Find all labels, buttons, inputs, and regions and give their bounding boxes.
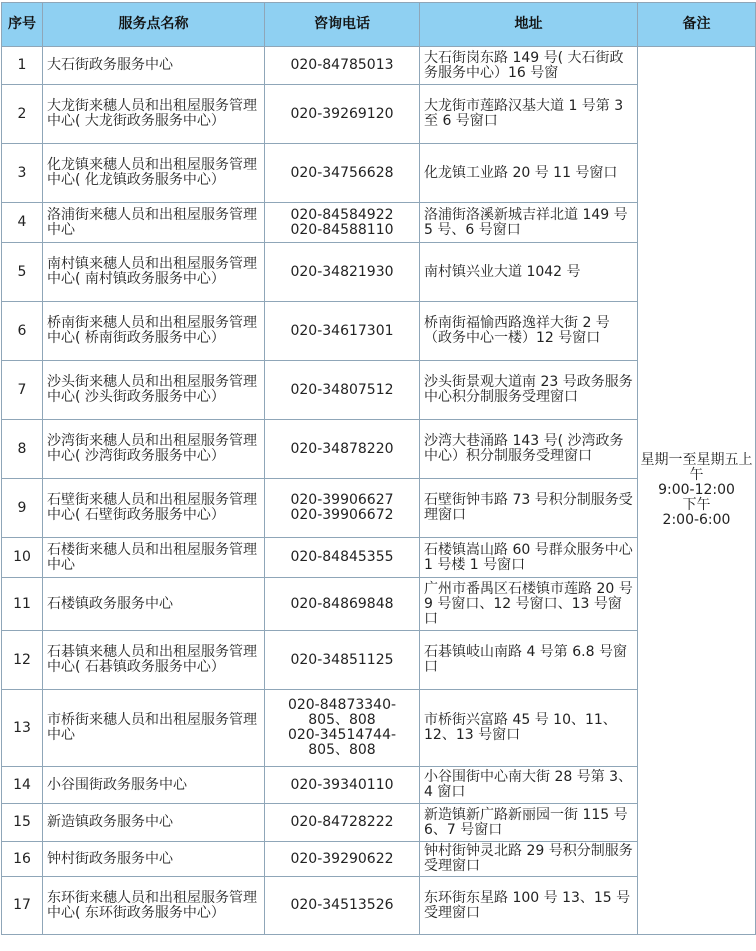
row-index: 12 [2, 631, 43, 690]
service-point-name: 沙头街来穗人员和出租屋服务管理中心( 沙头街政务服务中心） [43, 361, 265, 420]
service-point-name: 石楼街来穗人员和出租屋服务管理中心 [43, 538, 265, 578]
phone-number: 020-34807512 [290, 381, 394, 398]
remark-line: 下午 [682, 497, 711, 513]
header-remark: 备注 [638, 3, 756, 47]
phone-cell [265, 302, 420, 361]
table-row [2, 47, 756, 85]
phone-number: 020-39269120 [290, 105, 394, 122]
address: 桥南街福愉西路逸祥大街 2 号（政务中心一楼）12 号窗口 [420, 302, 638, 361]
phone-number: 020-84845355 [290, 549, 394, 565]
service-point-name: 沙湾街来穗人员和出租屋服务管理中心( 沙湾街政务服务中心） [43, 420, 265, 479]
service-point-name: 南村镇来穗人员和出租屋服务管理中心( 南村镇政务服务中心） [43, 243, 265, 302]
header-name: 服务点名称 [43, 3, 265, 47]
phone-number: 020-84869848 [290, 595, 394, 612]
phone-number: 020-34617301 [290, 322, 394, 339]
remark-line: 星期一至星期五上午 [640, 452, 753, 483]
row-index: 16 [2, 842, 43, 877]
row-index: 14 [2, 767, 43, 804]
phone-cell [265, 243, 420, 302]
phone-cell [265, 47, 420, 85]
phone-cell [265, 203, 420, 243]
service-point-name: 化龙镇来穗人员和出租屋服务管理中心( 化龙镇政务服务中心） [43, 144, 265, 203]
phone-cell [265, 767, 420, 804]
header-phone: 咨询电话 [265, 3, 420, 47]
row-index: 17 [2, 877, 43, 935]
phone-cell [265, 842, 420, 877]
service-point-name: 东环街来穗人员和出租屋服务管理中心( 东环街政务服务中心） [43, 877, 265, 935]
address: 新造镇新广路新丽园一街 115 号 6、7 号窗口 [420, 804, 638, 842]
header-row [2, 3, 756, 47]
service-point-name: 钟村街政务服务中心 [43, 842, 265, 877]
remark-cell [638, 47, 756, 935]
row-index: 6 [2, 302, 43, 361]
phone-number: 020-84873340- [287, 697, 397, 713]
phone-number: 020-84584922 [290, 206, 394, 223]
phone-cell [265, 479, 420, 538]
header-address: 地址 [420, 3, 638, 47]
address: 市桥街兴富路 45 号 10、11、12、13 号窗口 [420, 690, 638, 767]
phone-number: 020-84728222 [290, 814, 394, 830]
row-index: 4 [2, 203, 43, 243]
row-index: 13 [2, 690, 43, 767]
service-point-name: 大龙街来穗人员和出租屋服务管理中心( 大龙街政务服务中心） [43, 85, 265, 144]
phone-cell [265, 144, 420, 203]
phone-number: 020-39906627 [290, 492, 394, 508]
phone-cell [265, 804, 420, 842]
service-point-name: 石壁街来穗人员和出租屋服务管理中心( 石壁街政务服务中心） [43, 479, 265, 538]
phone-cell [265, 578, 420, 631]
address: 洛浦街洛溪新城吉祥北道 149 号 5 号、6 号窗口 [420, 203, 638, 243]
phone-cell [265, 877, 420, 935]
address: 广州市番禺区石楼镇市莲路 20 号 9 号窗口、12 号窗口、13 号窗口 [420, 578, 638, 631]
address: 小谷围街中心南大街 28 号第 3、4 窗口 [420, 767, 638, 804]
address: 石楼镇嵩山路 60 号群众服务中心 1 号楼 1 号窗口 [420, 538, 638, 578]
phone-number: 020-39340110 [290, 776, 394, 793]
phone-cell [265, 85, 420, 144]
row-index: 5 [2, 243, 43, 302]
address: 沙头街景观大道南 23 号政务服务中心积分制服务受理窗口 [420, 361, 638, 420]
phone-cell [265, 631, 420, 690]
row-index: 1 [2, 47, 43, 85]
row-index: 9 [2, 479, 43, 538]
service-point-name: 新造镇政务服务中心 [43, 804, 265, 842]
address: 大龙街市莲路汉基大道 1 号第 3 至 6 号窗口 [420, 85, 638, 144]
address: 石壁街钟韦路 73 号积分制服务受理窗口 [420, 479, 638, 538]
remark-line: 9:00-12:00 [658, 482, 735, 498]
row-index: 3 [2, 144, 43, 203]
address: 化龙镇工业路 20 号 11 号窗口 [420, 144, 638, 203]
phone-number: 020-34513526 [290, 897, 394, 913]
phone-cell [265, 361, 420, 420]
phone-number: 020-84785013 [290, 57, 394, 73]
phone-cell [265, 538, 420, 578]
phone-number: 805、808 [308, 712, 376, 728]
row-index: 8 [2, 420, 43, 479]
address: 南村镇兴业大道 1042 号 [420, 243, 638, 302]
address: 钟村街钟灵北路 29 号积分制服务受理窗口 [420, 842, 638, 877]
remark-line: 2:00-6:00 [662, 512, 731, 528]
service-point-name: 小谷围街政务服务中心 [43, 767, 265, 804]
row-index: 15 [2, 804, 43, 842]
row-index: 2 [2, 85, 43, 144]
phone-number: 805、808 [308, 742, 376, 758]
table-body [2, 47, 756, 935]
phone-number: 020-34756628 [290, 164, 394, 181]
phone-number: 020-84588110 [290, 221, 394, 238]
phone-cell [265, 690, 420, 767]
address: 石碁镇岐山南路 4 号第 6.8 号窗口 [420, 631, 638, 690]
row-index: 10 [2, 538, 43, 578]
address: 东环街东星路 100 号 13、15 号受理窗口 [420, 877, 638, 935]
service-point-name: 大石街政务服务中心 [43, 47, 265, 85]
phone-number: 020-39906672 [290, 507, 394, 523]
address: 大石街岗东路 149 号( 大石街政务服务中心）16 号窗 [420, 47, 638, 85]
header-index: 序号 [2, 3, 43, 47]
row-index: 11 [2, 578, 43, 631]
phone-cell [265, 420, 420, 479]
address: 沙湾大巷涌路 143 号( 沙湾政务中心）积分制服务受理窗口 [420, 420, 638, 479]
service-point-name: 桥南街来穗人员和出租屋服务管理中心( 桥南街政务服务中心） [43, 302, 265, 361]
phone-number: 020-34514744- [287, 727, 397, 743]
phone-number: 020-34851125 [290, 651, 394, 668]
row-index: 7 [2, 361, 43, 420]
service-point-name: 洛浦街来穗人员和出租屋服务管理中心 [43, 203, 265, 243]
service-point-name: 市桥街来穗人员和出租屋服务管理中心 [43, 690, 265, 767]
phone-number: 020-34878220 [290, 440, 394, 457]
phone-number: 020-39290622 [290, 850, 394, 867]
service-point-name: 石楼镇政务服务中心 [43, 578, 265, 631]
phone-number: 020-34821930 [290, 263, 394, 280]
service-points-table [1, 2, 756, 935]
service-point-name: 石碁镇来穗人员和出租屋服务管理中心( 石碁镇政务服务中心） [43, 631, 265, 690]
